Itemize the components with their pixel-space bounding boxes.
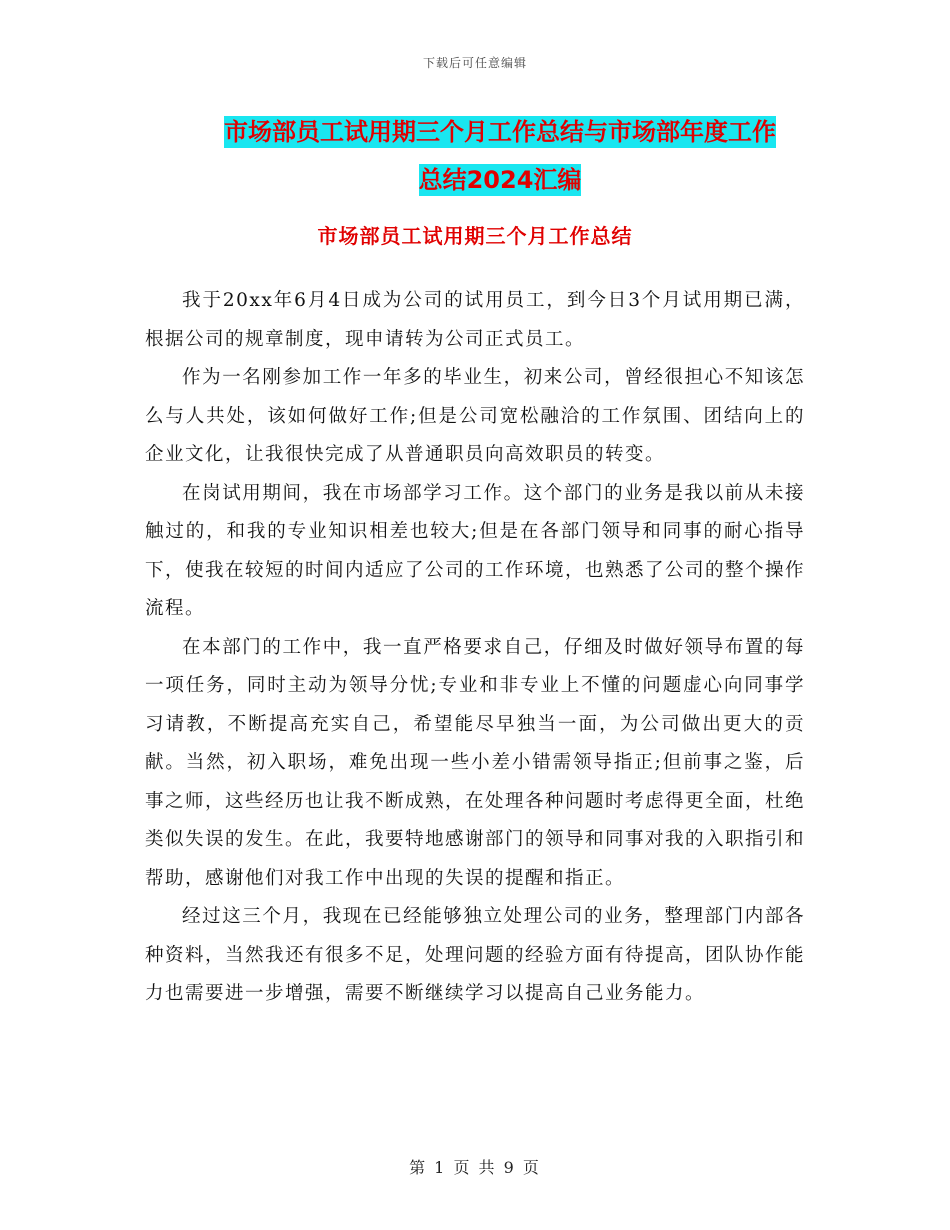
page-footer: 第 1 页 共 9 页 (409, 1158, 541, 1177)
paragraph-2: 作为一名刚参加工作一年多的毕业生，初来公司，曾经很担心不知该怎么与人共处，该如何做好工作;但是公司宽松融洽的工作氛围、团结向上的企业文化，让我很快完成了从普通职员向高效职员的转变。 (145, 367, 805, 465)
paragraph-1: 我于20xx年6月4日成为公司的试用员工，到今日3个月试用期已满，根据公司的规章制度，现申请转为公司正式员工。 (145, 290, 805, 350)
paragraph-4: 在本部门的工作中，我一直严格要求自己，仔细及时做好领导布置的每一项任务，同时主动为领导分忧;专业和非专业上不懂的问题虚心向同事学习请教，不断提高充实自己，希望能尽早独当一面，为公司做出更大的贡献。当然，初入职场，难免出现一些小差小错需领导指正;但前事之鉴，后事之师，这些经历也让我不断成熟，在处理各种问题时考虑得更全面，杜绝类似失误的发生。在此，我要特地感谢部门的领导和同事对我的入职指引和帮助，感谢他们对我工作中出现的失误的提醒和指正。 (145, 636, 806, 889)
document-title (180, 108, 820, 204)
body-text (145, 282, 805, 1014)
paragraph-3: 在岗试用期间，我在市场部学习工作。这个部门的业务是我以前从未接触过的，和我的专业知识相差也较大;但是在各部门领导和同事的耐心指导下，使我在较短的时间内适应了公司的工作环境，也熟悉了公司的整个操作流程。 (145, 482, 806, 619)
header-note: 下载后可任意编辑 (422, 56, 527, 70)
paragraph-5: 经过这三个月，我现在已经能够独立处理公司的业务，整理部门内部各种资料，当然我还有很多不足，处理问题的经验方面有待提高，团队协作能力也需要进一步增强，需要不断继续学习以提高自己业务能力。 (145, 906, 806, 1004)
section-title: 市场部员工试用期三个月工作总结 (317, 224, 633, 248)
document-title-line-2: 总结2024汇编 (418, 166, 582, 194)
document-title-line-1: 市场部员工试用期三个月工作总结与市场部年度工作 (224, 118, 776, 146)
